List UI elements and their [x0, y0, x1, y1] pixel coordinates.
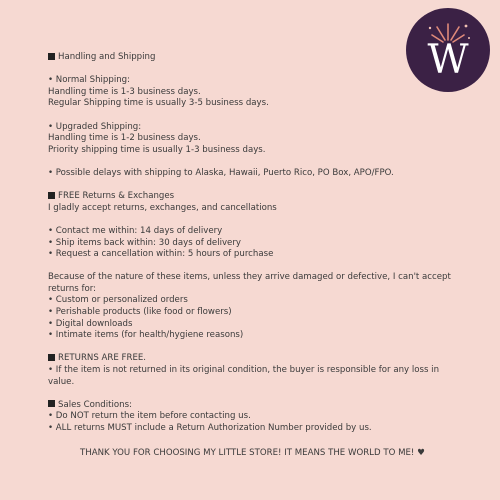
sales-title: Sales Conditions:: [58, 399, 132, 410]
square-icon: [48, 400, 55, 407]
list-item: • Digital downloads: [48, 318, 133, 329]
list-item: • Contact me within: 14 days of delivery: [48, 225, 223, 236]
delays-note: • Possible delays with shipping to Alaska, Hawaii, Puerto Rico, PO Box, APO/FPO.: [48, 167, 394, 178]
square-icon: [48, 192, 55, 199]
section-heading: [48, 400, 468, 412]
normal-shipping-line: Handling time is 1-3 business days.: [48, 86, 201, 97]
condition-note: • If the item is not returned in its original condition, the buyer is responsible for any loss in value.: [48, 365, 440, 387]
policy-text: [48, 52, 468, 435]
handling-title: Handling and Shipping: [58, 52, 156, 62]
list-item: • Perishable products (like food or flowers): [48, 307, 232, 318]
list-item: • Ship items back within: 30 days of delivery: [48, 237, 241, 248]
returns-title: FREE Returns & Exchanges: [58, 191, 175, 202]
section-heading: [48, 191, 468, 203]
upgraded-shipping-line: Handling time is 1-2 business days.: [48, 133, 201, 144]
free-returns-title: RETURNS ARE FREE.: [58, 353, 147, 364]
upgraded-shipping-title: • Upgraded Shipping:: [48, 121, 142, 132]
square-icon: [48, 53, 55, 60]
upgraded-shipping-line: Priority shipping time is usually 1-3 business days.: [48, 144, 266, 155]
section-heading: [48, 52, 468, 64]
list-item: • Do NOT return the item before contacting us.: [48, 411, 251, 422]
nature-note: Because of the nature of these items, unless they arrive damaged or defective, I can't accept returns for:: [48, 272, 451, 294]
list-item: • Intimate items (for health/hygiene reasons): [48, 330, 244, 341]
normal-shipping-line: Regular Shipping time is usually 3-5 business days.: [48, 98, 269, 109]
logo-letter: W: [427, 37, 469, 83]
normal-shipping-title: • Normal Shipping:: [48, 75, 131, 86]
returns-intro: I gladly accept returns, exchanges, and cancellations: [48, 202, 277, 213]
list-item: • ALL returns MUST include a Return Authorization Number provided by us.: [48, 423, 372, 433]
section-heading: [48, 353, 468, 365]
thank-you-footer: THANK YOU FOR CHOOSING MY LITTLE STORE! IT MEANS THE WORLD TO ME! ♥: [80, 448, 425, 458]
list-item: • Request a cancellation within: 5 hours of purchase: [48, 249, 274, 260]
list-item: • Custom or personalized orders: [48, 295, 188, 306]
square-icon: [48, 354, 55, 361]
